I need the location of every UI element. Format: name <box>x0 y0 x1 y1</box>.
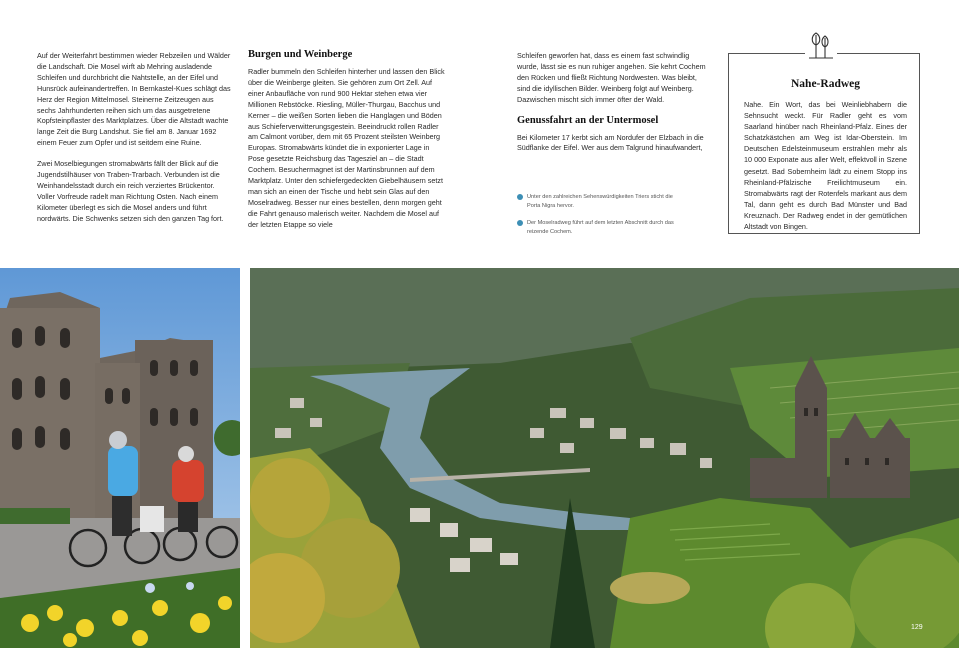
photo-caption <box>517 193 677 210</box>
caption-marker-icon <box>517 194 523 200</box>
caption-text: Der Moselradweg führt auf dem letzten Abschnitt durch das reizende Cochem. <box>527 220 674 235</box>
text-column-2 <box>248 48 446 241</box>
text-column-1 <box>37 51 232 235</box>
paragraph: Zwei Moselbiegungen stromabwärts fällt der Blick auf die Jugendstilhäuser von Traben-Trarbach. Verbunden ist die Weinhandelsstadt durch ein reich verziertes Brückentor. Voller Vorfreude radelt man Richtung Osten. Nach einem Kilometer überlegt es sich die Mosel anders und führt nordwärts. Die Schwenks setzen sich den ganzen Tag fort. <box>37 159 224 223</box>
paragraph: Bei Kilometer 17 kerbt sich am Nordufer der Elzbach in die Südflanke der Eifel. Wer aus dem Talgrund hinaufwandert, <box>517 132 704 153</box>
info-box <box>728 53 920 234</box>
paragraph: Auf der Weiterfahrt bestimmen wieder Rebzeilen und Wälder die Landschaft. Die Mosel wirft ab Mehring ausladende Schleifen und durchbricht die Nahtstelle, an der Eifel und Hunsrück aufeinandertreffen. In Bernkastel-Kues schlägt das Herz der Region Mittelmosel. Steinerne Zeitzeugen aus sechs Jahrhunderten reihen sich um das ausgetretene Kopfsteinpflaster des Marktplatzes. Über die Altstadt wachte lange Zeit die Burg Landshut. Sie fiel am 8. Januar 1692 einem Feuer zum Opfer und ist seitdem eine Ruine. <box>37 51 231 148</box>
porta-nigra-photo <box>0 268 240 648</box>
tree-icon <box>805 28 837 64</box>
caption-marker-icon <box>517 220 523 226</box>
photo-caption <box>517 219 677 236</box>
info-box-body: Nahe. Ein Wort, das bei Weinliebhabern die Sehnsucht weckt. Für Radler geht es vom Saarland hinüber nach Rheinland-Pfalz. Eines der Schatzkästchen am Weg ist Idar-Oberstein. Im Deutschen Edelsteinmuseum erstrahlen mehr als 10 000 Exponate aus aller Welt, effektvoll in Szene gesetzt. Bad Sobernheim lädt zu einem Stopp ins Rheinland-Pfälzische Freilichtmuseum ein. Stromabwärts ragt der Rotenfels markant aus dem Tal, dann geht es durch Bad Münster und Bad Kreuznach. Der Radweg endet in der gemütlichen Altstadt von Bingen. <box>744 100 907 232</box>
text-column-3 <box>517 51 712 164</box>
caption-text: Unter den zahlreichen Sehenswürdigkeiten Triers sticht die Porta Nigra hervor. <box>527 194 673 209</box>
paragraph: Radler bummeln den Schleifen hinterher und lassen den Blick über die Weinberge gleiten. Sie gehören zum Ort Zell. Auf einer Anbaufläche von rund 900 Hektar stehen etwa vier Millionen Rebstöcke. Riesling, Müller-Thurgau, Bacchus und Kerner – die weißen Sorten lieben die Hanglagen und Böden aus Schieferverwitterungsgestein. Beeindruckt rollen Radler am Calmont vorüber, dem mit 65 Prozent steilsten Weinberg Europas. Stromabwärts kündet die in exponierter Lage in Pose gesetzte Reichsburg das Tagesziel an – die Stadt Cochem. Besuchermagnet ist der Martinsbrunnen auf dem Marktplatz. Unter den schiefergedeckten Giebelhäusern setzt man sich an einen der Tische und hebt sein Glas auf den Moselradweg. Besser nur eines bestellen, denn morgen geht die Fahrt genauso malerisch weiter. Nachdem die Mosel auf der letzten Etappe so viele <box>248 67 445 229</box>
section-heading: Burgen und Weinberge <box>248 49 353 60</box>
section-heading: Genussfahrt an der Untermosel <box>517 114 659 126</box>
page-number: 129 <box>911 624 923 631</box>
info-box-title: Nahe-Radweg <box>791 78 860 90</box>
cochem-mosel-photo <box>250 268 959 648</box>
paragraph: Schleifen geworfen hat, dass es einem fast schwindlig wurde, lässt sie es nun ruhiger angehen. Sie kehrt Cochem den Rücken und fließt Richtung Nordwesten. Was bleibt, sind die idyllischen Bilder. Weinberg folgt auf Weinberg. Dazwischen mischt sich immer öfter der Wald. <box>517 51 706 104</box>
